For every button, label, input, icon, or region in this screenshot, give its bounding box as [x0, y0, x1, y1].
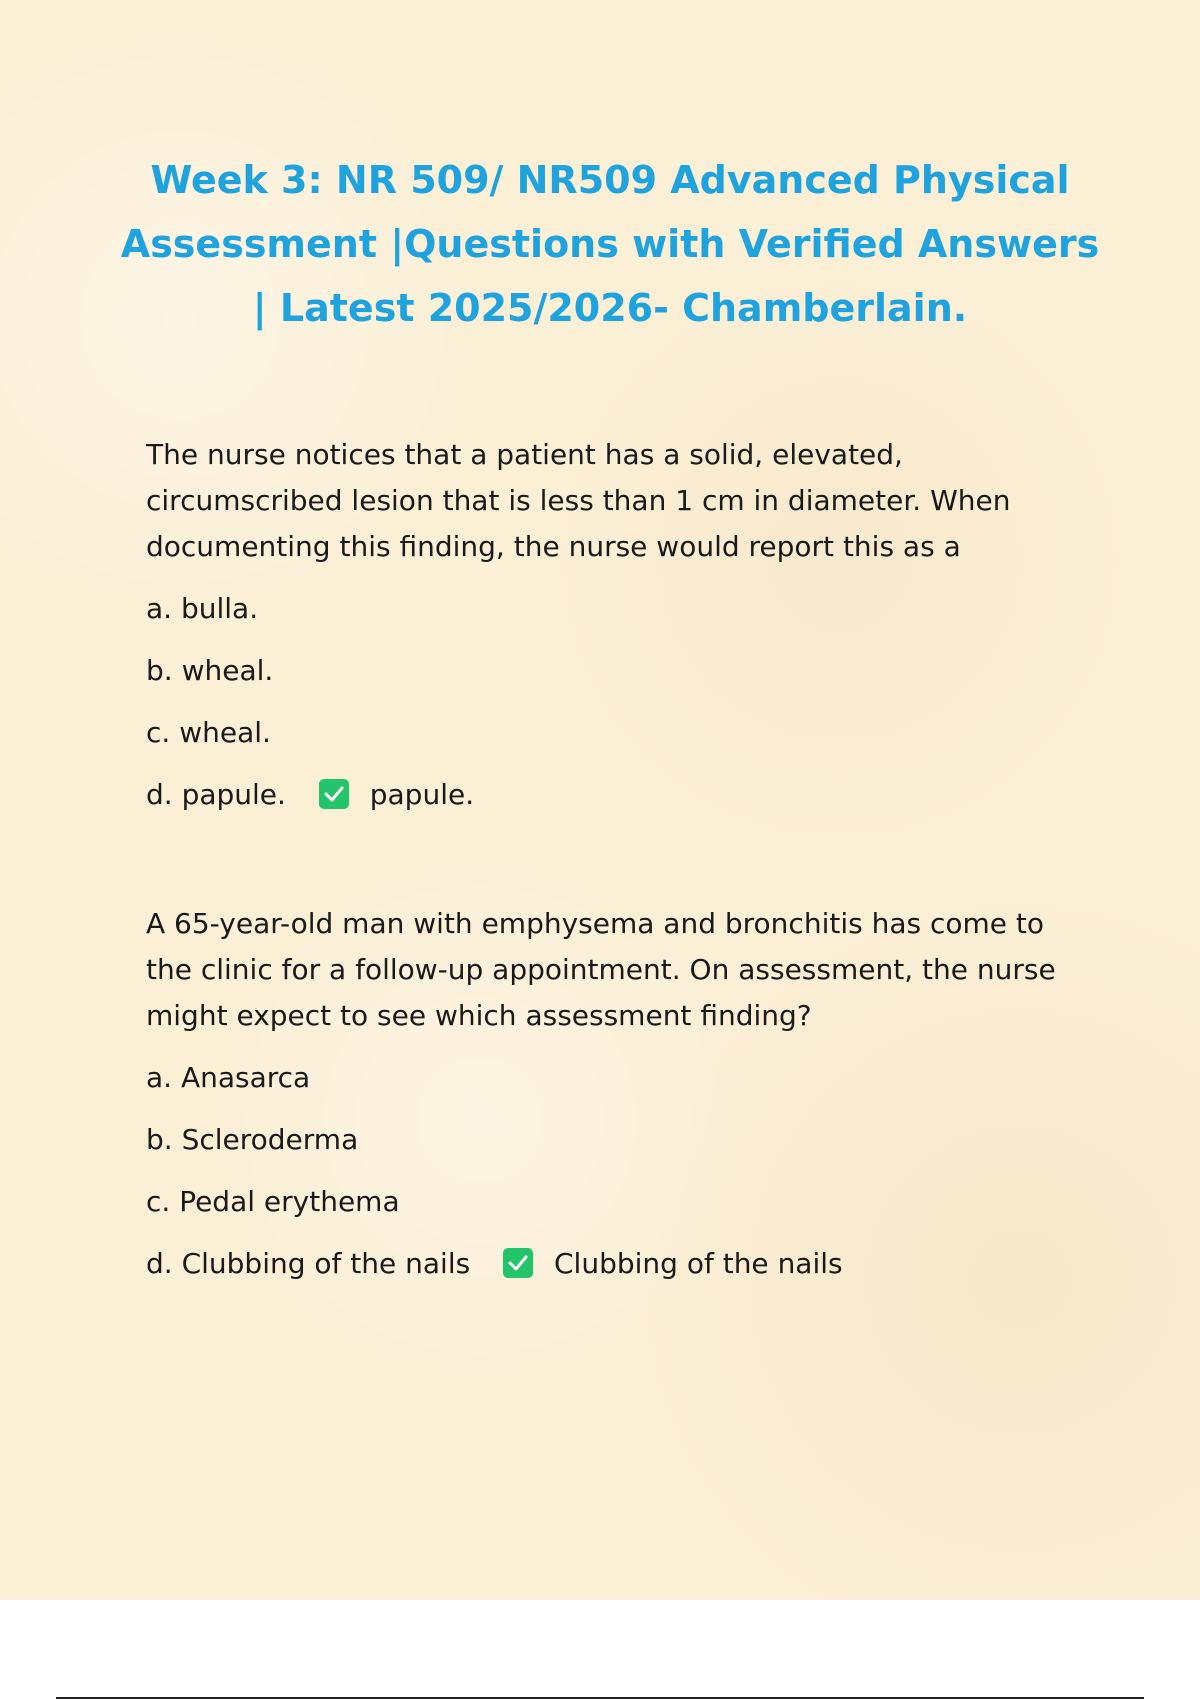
footer-divider — [56, 1697, 1144, 1699]
green-checkmark-icon — [503, 1248, 533, 1278]
option-label: d. Clubbing of the nails — [146, 1247, 471, 1280]
question-2 — [146, 901, 1076, 1303]
verified-answer: papule. — [369, 778, 475, 811]
question-stem: A 65-year-old man with emphysema and bronchitis has come to the clinic for a follow-up appointment. On assessment, the nurse might expect to see which assessment finding? — [146, 907, 1056, 1032]
option-c — [146, 1179, 1076, 1241]
option-b — [146, 648, 1076, 710]
option-c — [146, 710, 1076, 772]
option-label: b. Scleroderma — [146, 1123, 359, 1156]
document-title: Week 3: NR 509/ NR509 Advanced Physical Assessment |Questions with Verified Answers | Latest 2025/2026- Chamberlain. — [120, 158, 1100, 330]
question-stem: The nurse notices that a patient has a solid, elevated, circumscribed lesion that is less than 1 cm in diameter. When documenting this finding, the nurse would report this as a — [146, 438, 1011, 563]
option-label: a. Anasarca — [146, 1061, 311, 1094]
option-label: a. bulla. — [146, 592, 259, 625]
option-d — [146, 1241, 1076, 1303]
option-label: c. Pedal erythema — [146, 1185, 400, 1218]
verified-answer: Clubbing of the nails — [554, 1247, 843, 1280]
option-label: c. wheal. — [146, 716, 271, 749]
option-b — [146, 1117, 1076, 1179]
option-a — [146, 586, 1076, 648]
question-1 — [146, 432, 1076, 834]
option-label: d. papule. — [146, 778, 286, 811]
option-label: b. wheal. — [146, 654, 274, 687]
option-a — [146, 1055, 1076, 1117]
green-checkmark-icon — [319, 779, 349, 809]
option-d — [146, 772, 1076, 834]
